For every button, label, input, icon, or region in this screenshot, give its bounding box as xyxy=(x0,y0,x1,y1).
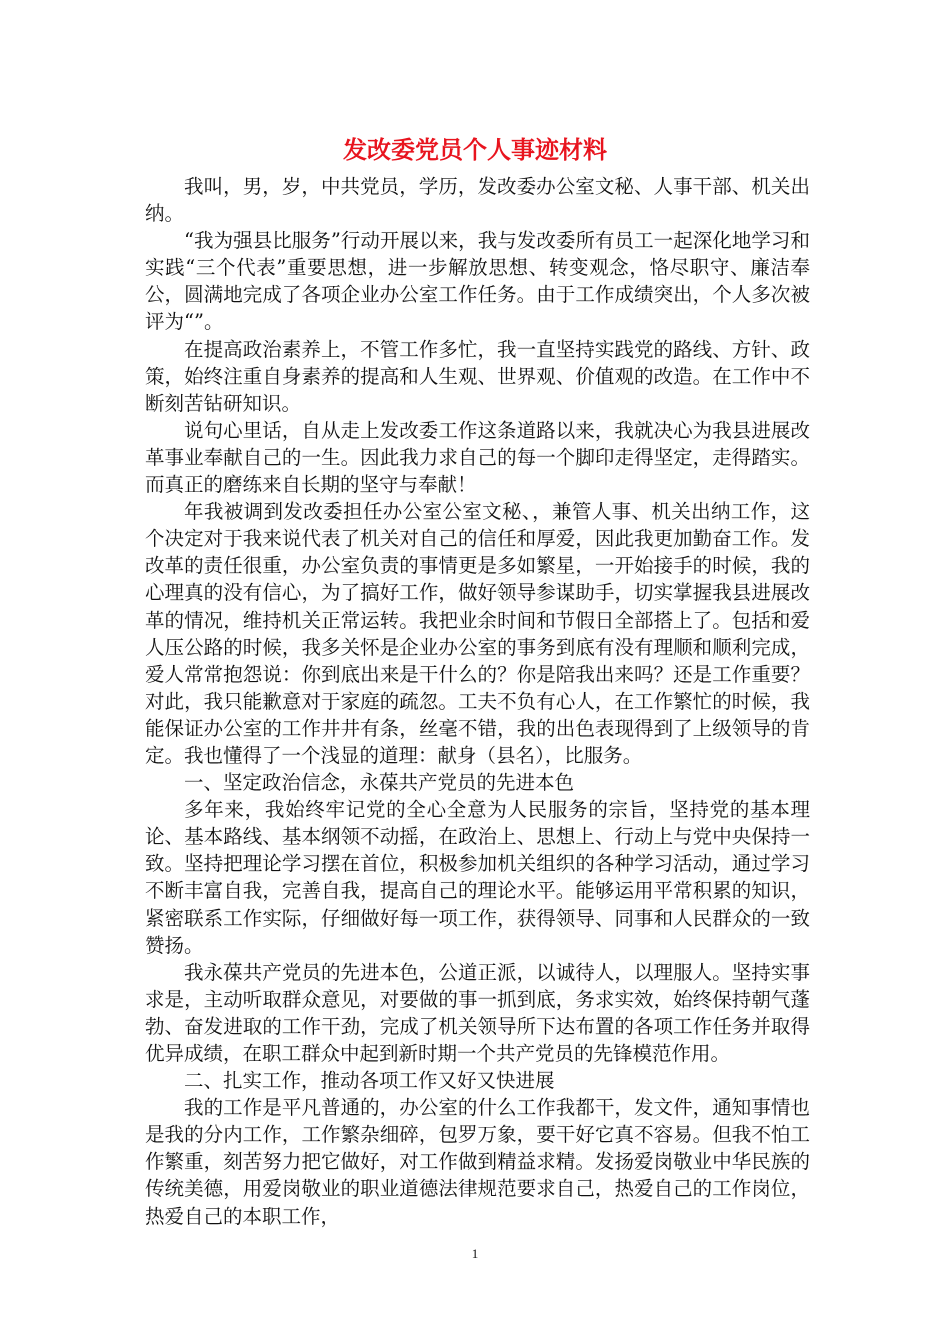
paragraph-daily-work: 我的工作是平凡普通的，办公室的什么工作我都干，发文件，通知事情也是我的分内工作，工作繁杂细碎，包罗万象，要干好它真不容易。但我不怕工作繁重，刻苦努力把它做好，对工作做到精益求精。发扬爱岗敬业中华民族的传统美德，用爱岗敬业的职业道德法律规范要求自己，热爱自己的工作岗位，热爱自己的本职工作， xyxy=(145,1096,810,1228)
paragraph-campaign: “我为强县比服务”行动开展以来，我与发改委所有员工一起深化地学习和实践“三个代表”重要思想，进一步解放思想、转变观念，恪尽职守、廉洁奉公，圆满地完成了各项企业办公室工作任务。由于工作成绩突出，个人多次被评为“”。 xyxy=(145,229,810,334)
paragraph-party-purpose: 多年来，我始终牢记党的全心全意为人民服务的宗旨，坚持党的基本理论、基本路线、基本纲领不动摇，在政治上、思想上、行动上与党中央保持一致。坚持把理论学习摆在首位，积极参加机关组织的各种学习活动，通过学习不断丰富自我，完善自我，提高自己的理论水平。能够运用平常积累的知识，紧密联系工作实际，仔细做好每一项工作，获得领导、同事和人民群众的一致赞扬。 xyxy=(145,798,810,957)
paragraph-political-quality: 在提高政治素养上，不管工作多忙，我一直坚持实践党的路线、方针、政策，始终注重自身素养的提高和人生观、世界观、价值观的改造。在工作中不断刻苦钻研知识。 xyxy=(145,337,810,415)
paragraph-office-work: 年我被调到发改委担任办公室公室文秘、，兼管人事、机关出纳工作，这个决定对于我来说代表了机关对自己的信任和厚爱，因此我更加勤奋工作。发改革的责任很重，办公室负责的事情更是多如繁星，一开始接手的时候，我的心理真的没有信心，为了搞好工作，做好领导参谋助手，切实掌握我县进展改革的情况，维持机关正常运转。我把业余时间和节假日全部搭上了。包括和爱人压公路的时候，我多关怀是企业办公室的事务到底有没有理顺和顺利完成，爱人常常抱怨说：你到底出来是干什么的？你是陪我出来吗？还是工作重要？对此，我只能歉意对于家庭的疏忽。工夫不负有心人，在工作繁忙的时候，我能保证办公室的工作井井有条，丝毫不错，我的出色表现得到了上级领导的肯定。我也懂得了一个浅显的道理：献身（县名），比服务。 xyxy=(145,500,810,767)
document-title: 发改委党员个人事迹材料 xyxy=(343,135,607,164)
section-heading-1: 一、坚定政治信念，永葆共产党员的先进本色 xyxy=(184,771,575,795)
section-heading-2: 二、扎实工作，推动各项工作又好又快进展 xyxy=(184,1069,555,1093)
page-number: 1 xyxy=(471,1246,479,1261)
document-body xyxy=(145,173,810,1230)
paragraph-resolve: 说句心里话，自从走上发改委工作这条道路以来，我就决心为我县进展改革事业奉献自己的一生。因此我力求自己的每一个脚印走得坚定，走得踏实。而真正的磨练来自长期的坚守与奉献！ xyxy=(145,418,810,497)
paragraph-pioneer: 我永葆共产党员的先进本色，公道正派，以诚待人，以理服人。坚持实事求是，主动听取群众意见，对要做的事一抓到底，务求实效，始终保持朝气蓬勃、奋发进取的工作干劲，完成了机关领导所下达布置的各项工作任务并取得优异成绩，在职工群众中起到新时期一个共产党员的先锋模范作用。 xyxy=(145,960,810,1065)
paragraph-intro: 我叫，男，岁，中共党员，学历，发改委办公室文秘、人事干部、机关出纳。 xyxy=(145,175,810,226)
